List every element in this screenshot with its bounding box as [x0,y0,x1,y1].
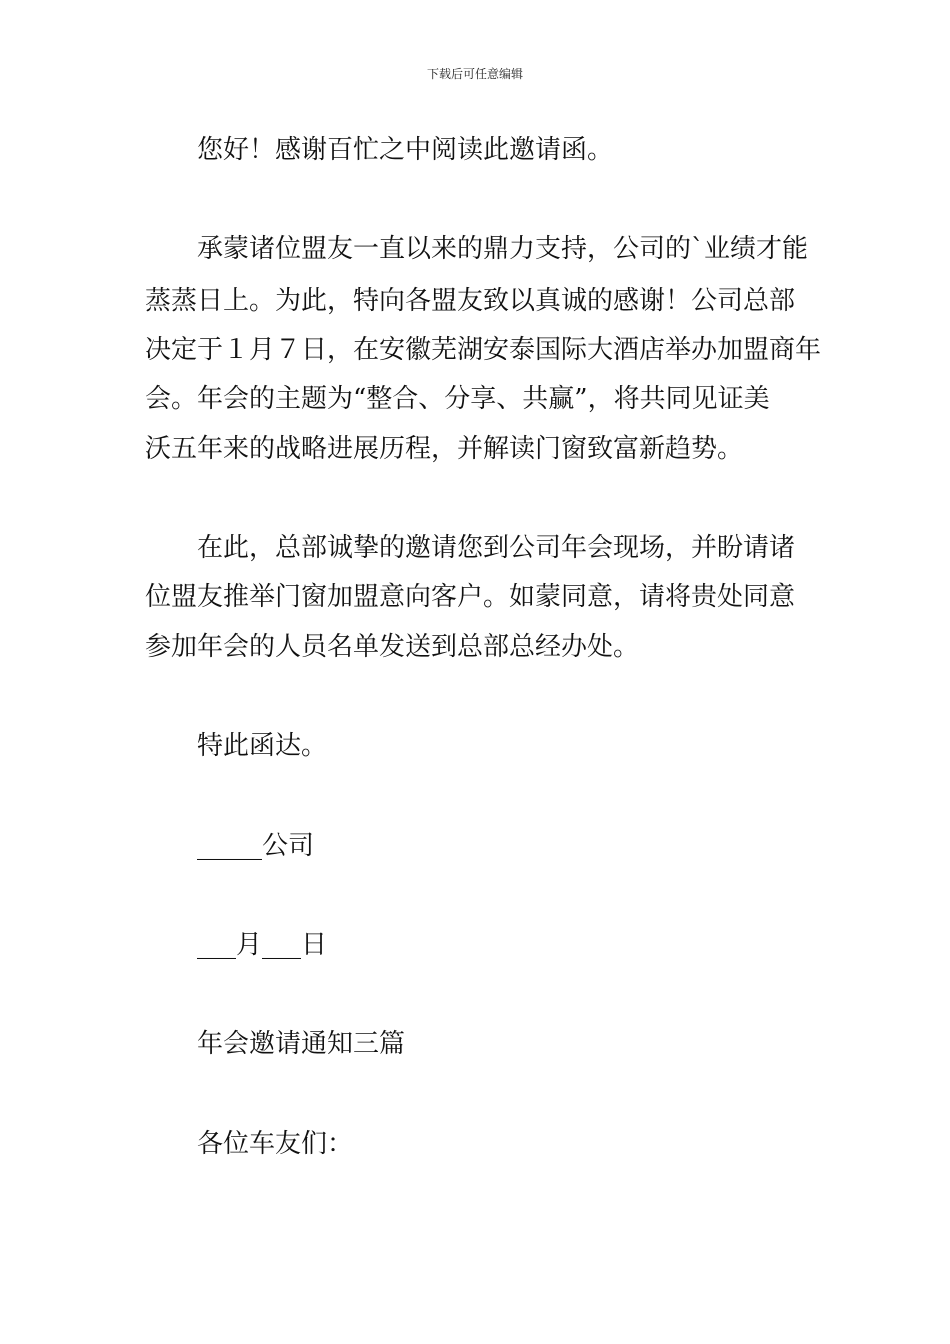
paragraph1-line4: 会。年会的主题为“整合、分享、共赢”，将共同见证美 [145,384,770,414]
paragraph1-line5: 沃五年来的战略进展历程，并解读门窗致富新趋势。 [145,434,744,464]
section-title: 年会邀请通知三篇 [197,1029,406,1059]
paragraph2-line2: 位盟友推举门窗加盟意向客户。如蒙同意，请将贵处同意 [145,582,796,612]
company-signature: _____公司 [197,831,315,861]
download-note: 下载后可任意编辑 [426,67,523,81]
paragraph2-line3: 参加年会的人员名单发送到总部总经办处。 [145,632,640,662]
paragraph1-line2: 蒸蒸日上。为此，特向各盟友致以真诚的感谢！公司总部 [145,286,796,316]
paragraph2-line1: 在此，总部诚挚的邀请您到公司年会现场，并盼请诸 [197,533,796,563]
paragraph1-line3: 决定于１月７日，在安徽芜湖安泰国际大酒店举办加盟商年 [145,335,822,365]
salutation: 各位车友们： [197,1129,354,1159]
paragraph1-line1: 承蒙诸位盟友一直以来的鼎力支持，公司的`业绩才能 [197,234,809,264]
greeting: 您好！感谢百忙之中阅读此邀请函。 [197,135,614,165]
signature-date: ___月___日 [197,930,328,960]
closing-remark: 特此函达。 [197,731,328,761]
